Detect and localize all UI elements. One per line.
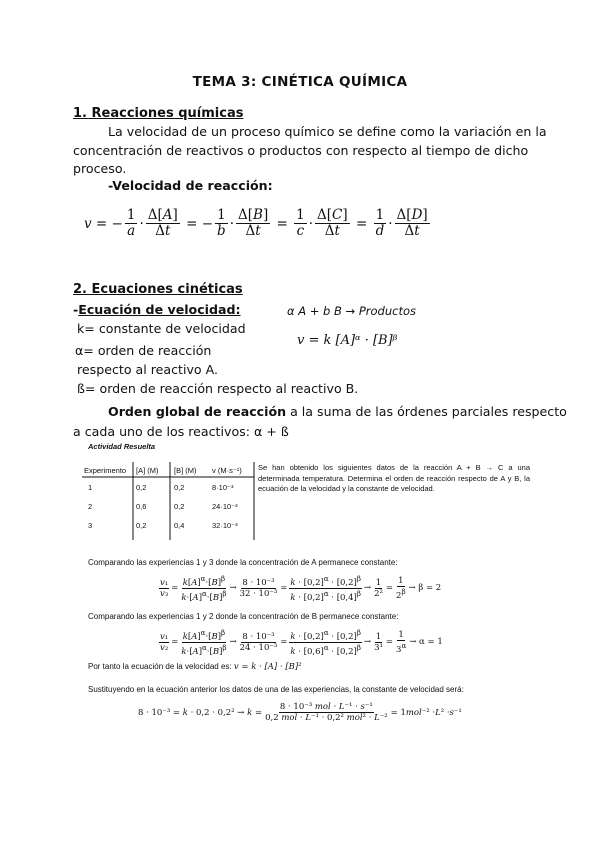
section-1-line-3: proceso. xyxy=(73,161,127,176)
cell: 8·10⁻³ xyxy=(212,483,234,492)
activity-label: Actividad Resuelta xyxy=(88,442,156,451)
section-1-heading: 1. Reacciones químicas xyxy=(73,106,244,121)
cell: 0,2 xyxy=(136,483,147,492)
section-1-line-1: La velocidad de un proceso químico se define como la variación en la xyxy=(108,124,547,139)
alpha-definition-1: α= orden de reacción xyxy=(75,343,212,358)
page-title: TEMA 3: CINÉTICA QUÍMICA xyxy=(192,74,408,90)
cell: 2 xyxy=(88,502,93,511)
section-2-heading: 2. Ecuaciones cinéticas xyxy=(73,282,243,297)
beta-definition: ß= orden de reacción respecto al reactivo B. xyxy=(77,381,359,396)
header-b: [B] (M) xyxy=(174,465,197,475)
equation-k: 8 · 10⁻³ = k · 0,2 · 0,2² → k = 8 · 10⁻³ mol · L⁻¹ · s⁻¹ 0,2 mol · L⁻¹ · 0,2² mol² · L⁻² = 1 mol ⁻² · L ² · s ⁻¹ xyxy=(138,702,462,723)
cell: 0,6 xyxy=(136,502,147,511)
compare-1-3: Comparando las experiencias 1 y 3 donde la concentración de A permanece constante: xyxy=(88,558,398,567)
k-definition: k= constante de velocidad xyxy=(77,321,246,336)
section-1-line-2: concentración de reactivos o productos con respecto al tiempo de dicho xyxy=(73,143,529,158)
cell: 0,4 xyxy=(174,521,185,530)
cell: 3 xyxy=(88,521,93,530)
cell: 24·10⁻³ xyxy=(212,502,238,511)
cell: 0,2 xyxy=(136,521,147,530)
substitution-text: Sustituyendo en la ecuación anterior los datos de una de las experiencias, la constante de velocidad será: xyxy=(88,685,464,694)
header-v: v (M·s⁻¹) xyxy=(212,465,242,475)
velocity-subheading: -Velocidad de reacción: xyxy=(108,178,273,193)
cell: 32·10⁻³ xyxy=(212,521,238,530)
global-order-line-2: a cada uno de los reactivos: α + ß xyxy=(73,424,289,439)
header-a: [A] (M) xyxy=(136,465,159,475)
equation-beta: v₁ v₃ = $k[A]^\alpha\cdot[B]^\beta$ $k\cdot[A]^\alpha\cdot[B]^\beta$ → 8 · 10⁻³ 32 · 10⁻³ = $k \cdot [0,2]^\alpha \cdot [0,2]^\beta$ $k \cdot [0,2]^\alpha \cdot [0,4]^\beta$ → 1 2² = 1 $2^\beta$ → β = 2 xyxy=(160,574,442,603)
cell: 1 xyxy=(88,483,93,492)
rate-law-subheading: -Ecuación de velocidad: xyxy=(73,302,241,317)
rate-law: v = k [A]ᵅ · [B]ᵝ xyxy=(297,333,398,348)
conclusion: Por tanto la ecuación de la velocidad es: v = k · [A] · [B]² xyxy=(88,662,302,672)
compare-1-2: Comparando las experiencias 1 y 2 donde la concentración de B permanece constante: xyxy=(88,612,399,621)
global-order-line-1: Orden global de reacción a la suma de las órdenes parciales respecto xyxy=(108,404,567,419)
header-experiment: Experimento xyxy=(84,465,127,475)
rate-equation: v = − $\frac{1}{a}$ · $\frac{\Delta[A]}{\Delta t}$ = − $\frac{1}{b}$ · $\frac{\Delta[B]}{\Delta t}$ = $\frac{1}{c}$ · $\frac{\Delta[C]}{\Delta t}$ = $\frac{1}{d}$ · $\frac{\Delta[D]}{\Delta t}$ xyxy=(84,207,428,239)
activity-statement: Se han obtenido los siguientes datos de la reacción A + B → C a una determinada temperatura. Determina el orden de reacción respecto de A y B, la ecuación de la velocidad y la constante de velocidad. xyxy=(258,463,530,493)
cell: 0,2 xyxy=(174,483,185,492)
data-table-container xyxy=(82,462,260,535)
table-lines xyxy=(82,462,255,540)
equation-alpha: v₁ v₂ = $k[A]^\alpha\cdot[B]^\beta$ $k\cdot[A]^\alpha\cdot[B]^\beta$ → 8 · 10⁻³ 24 · 10⁻³ = $k \cdot [0,2]^\alpha \cdot [0,2]^\beta$ $k \cdot [0,6]^\alpha \cdot [0,2]^\beta$ → 1 3¹ = 1 $3^\alpha$ → α = 1 xyxy=(160,628,443,657)
alpha-definition-2: respecto al reactivo A. xyxy=(77,362,219,377)
reaction-equation: α A + b B → Productos xyxy=(287,304,416,318)
cell: 0,2 xyxy=(174,502,185,511)
